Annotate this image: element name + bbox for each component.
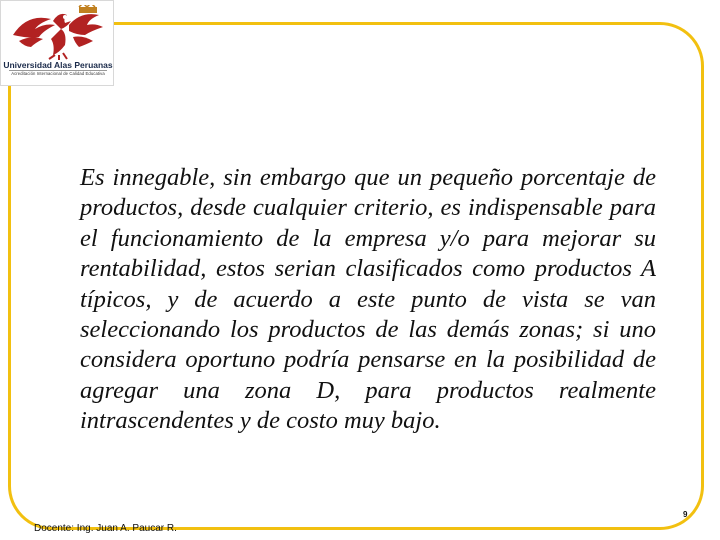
footer-author: Docente: Ing. Juan A. Paucar R.	[34, 523, 177, 534]
eagle-emblem-icon	[9, 5, 107, 61]
university-tagline: Acreditación Internacional de Calidad Educativa	[11, 71, 105, 76]
page-number: 9	[683, 510, 688, 519]
university-logo	[0, 0, 114, 86]
main-paragraph: Es innegable, sin embargo que un pequeño porcentaje de productos, desde cualquier criterio, es indispensable para el funcionamiento de la empresa y/o para mejorar su rentabilidad, estos serian clasificados como productos A típicos, y de acuerdo a este punto de vista se van seleccionando los productos de las demás zonas; si uno considera oportuno podría pensarse en la posibilidad de agregar una zona D, para productos realmente intrascendentes y de costo muy bajo.	[80, 164, 656, 435]
university-name: Universidad Alas Peruanas	[3, 60, 113, 70]
